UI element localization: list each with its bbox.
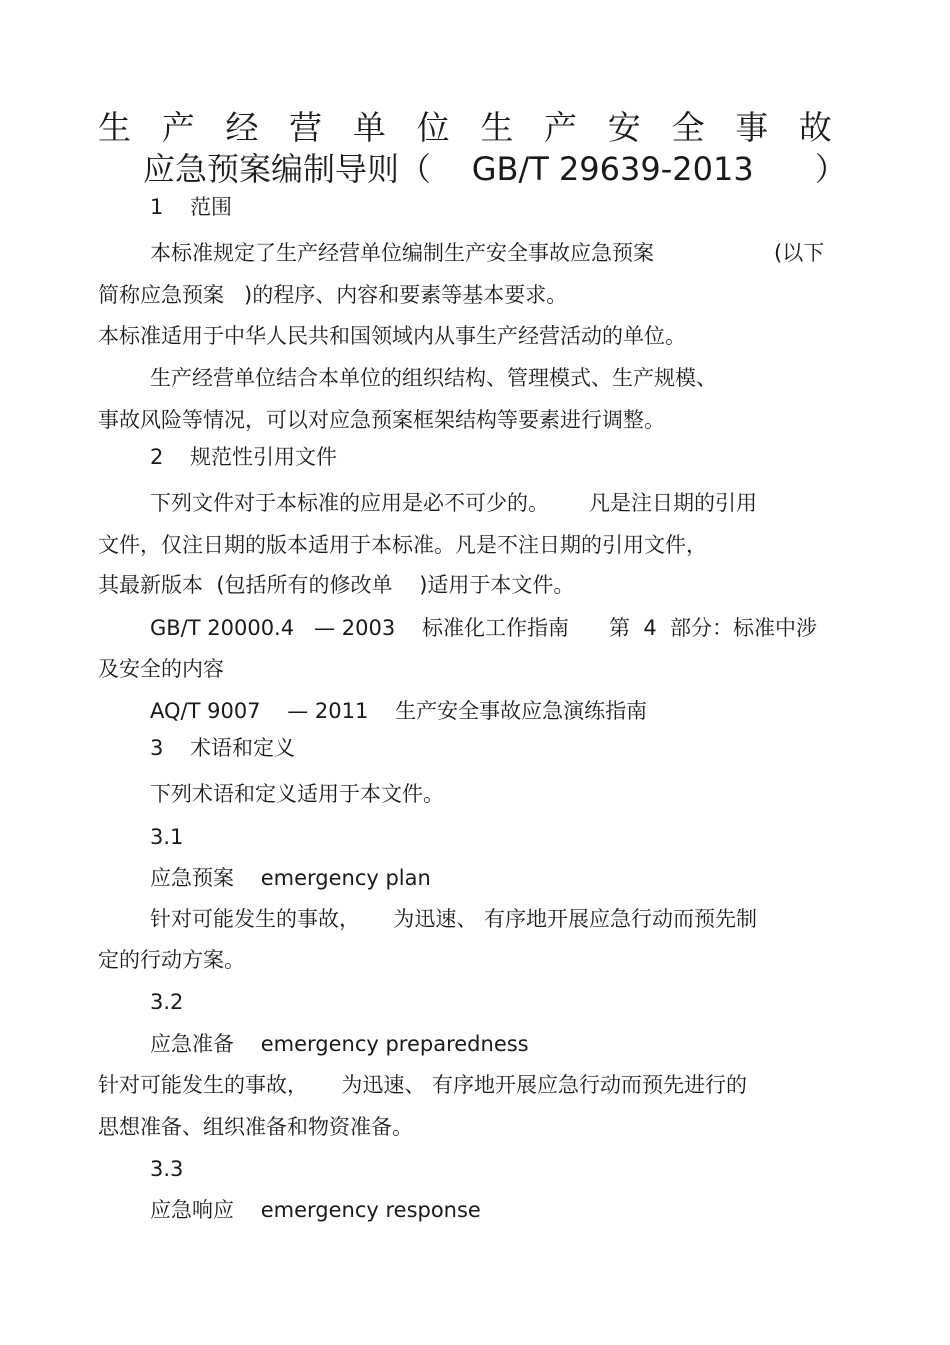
term-definition: 定的行动方案。 (98, 948, 245, 972)
paragraph-line: 本标准规定了生产经营单位编制生产安全事故应急预案 (150, 241, 654, 265)
paragraph-line: 生产经营单位结合本单位的组织结构、管理模式、生产规模、 (150, 366, 717, 390)
term-name: 应急预案 emergency plan (150, 866, 431, 890)
title-char: 产 (161, 108, 195, 147)
paragraph-line: 下列术语和定义适用于本文件。 (150, 782, 444, 806)
title-char: 营 (289, 108, 323, 147)
title-char: 生 (480, 108, 514, 147)
title-char: 经 (225, 108, 259, 147)
section-3-heading: 3 术语和定义 (150, 736, 296, 760)
paragraph-line-right: (以下 (774, 241, 825, 265)
term-number: 3.2 (150, 990, 184, 1014)
title-char: 产 (544, 108, 578, 147)
term-number: 3.3 (150, 1157, 184, 1181)
term-number: 3.1 (150, 825, 184, 849)
title-char: 单 (352, 108, 386, 147)
paragraph-line: 简称应急预案 )的程序、内容和要素等基本要求。 (98, 283, 568, 307)
paragraph-line: 事故风险等情况，可以对应急预案框架结构等要素进行调整。 (98, 408, 665, 432)
term-name: 应急准备 emergency preparedness (150, 1032, 529, 1056)
reference-line: 及安全的内容 (98, 657, 224, 681)
term-definition: 针对可能发生的事故， 为迅速、 有序地开展应急行动而预先进行的 (98, 1073, 748, 1097)
reference-line: AQ/T 9007 — 2011 生产安全事故应急演练指南 (150, 699, 648, 723)
paragraph-line: 下列文件对于本标准的应用是必不可少的。 凡是注日期的引用 (150, 491, 758, 515)
title-char: 全 (671, 108, 705, 147)
document-title-line-2: 应急预案编制导则（ GB/T 29639-2013 ） (143, 150, 847, 188)
title-char: 生 (98, 108, 131, 147)
title-char: 位 (416, 108, 450, 147)
section-2-heading: 2 规范性引用文件 (150, 445, 338, 469)
term-name: 应急响应 emergency response (150, 1198, 481, 1222)
term-definition: 针对可能发生的事故， 为迅速、 有序地开展应急行动而预先制 (150, 907, 758, 931)
title-char: 事 (735, 108, 769, 147)
term-definition: 思想准备、组织准备和物资准备。 (98, 1115, 413, 1139)
title-char: 安 (607, 108, 641, 147)
section-1-heading: 1 范围 (150, 195, 233, 219)
paragraph-line: 其最新版本 (包括所有的修改单 )适用于本文件。 (98, 573, 575, 597)
paragraph-line: 本标准适用于中华人民共和国领域内从事生产经营活动的单位。 (98, 324, 686, 348)
document-title-line-1 (98, 106, 832, 150)
paragraph-line: 文件，仅注日期的版本适用于本标准。凡是不注日期的引用文件， (98, 533, 707, 557)
reference-line: GB/T 20000.4 — 2003 标准化工作指南 第 4 部分：标准中涉 (150, 616, 818, 640)
title-char: 故 (798, 108, 832, 147)
